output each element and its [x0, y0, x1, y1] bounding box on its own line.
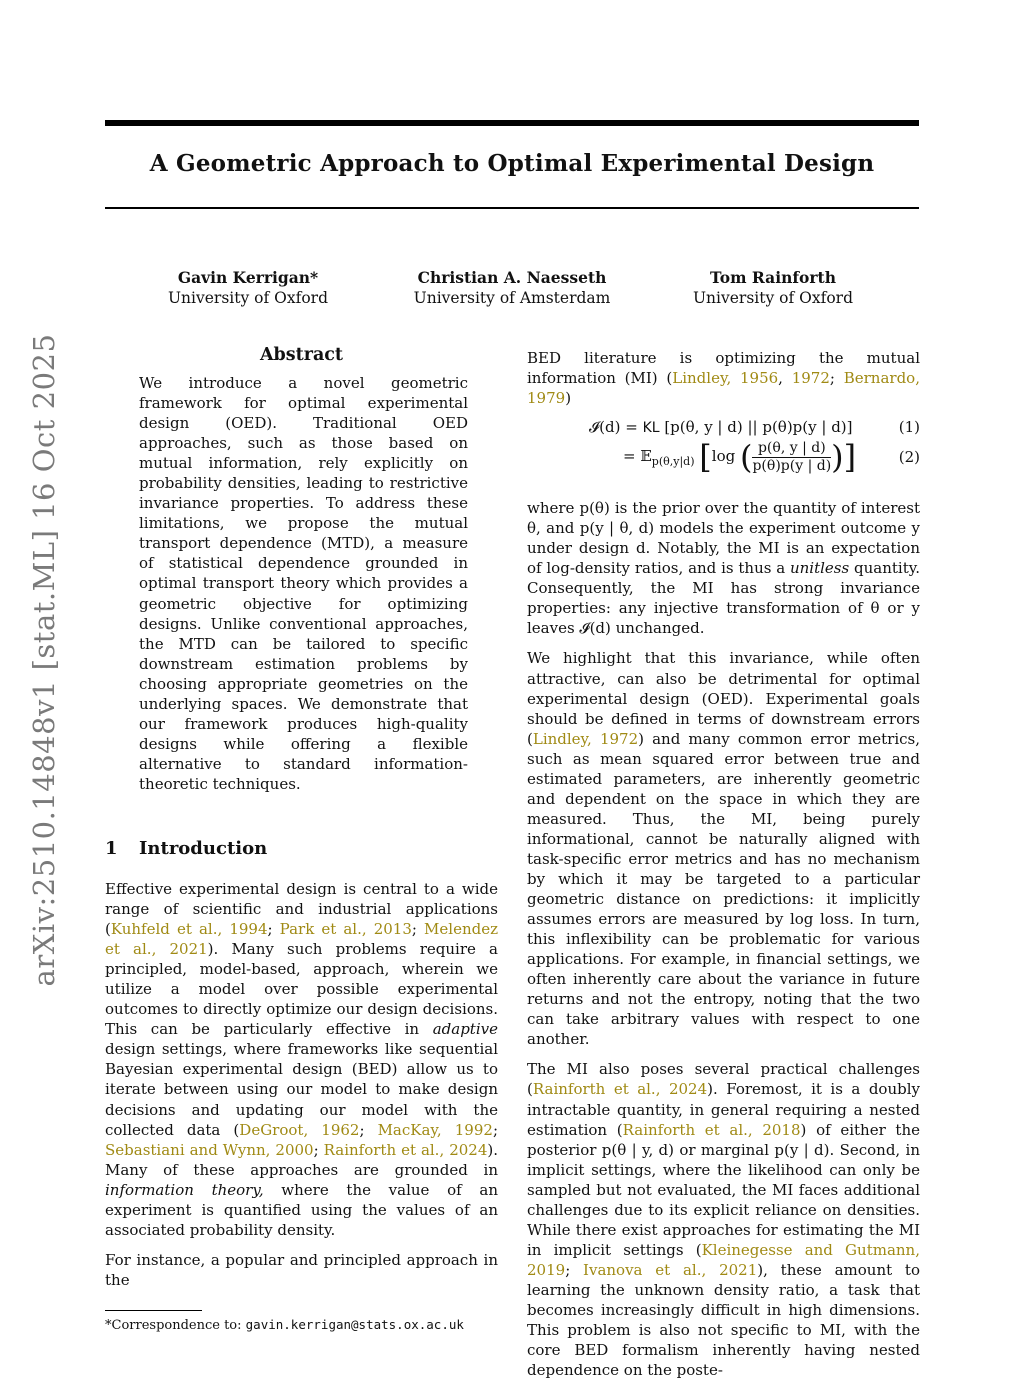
citation-link[interactable]: 1972 [791, 369, 830, 388]
author-2 [397, 268, 627, 308]
text-run: BED literature is optimizing the mutual information (MI) ( [527, 349, 920, 388]
footnote-label: *Correspondence to: [105, 1317, 246, 1333]
emphasis: adaptive [432, 1020, 498, 1039]
author-affiliation: University of Oxford [167, 289, 328, 307]
author-name: Gavin Kerrigan* [177, 268, 319, 287]
text-run: where p(θ) is the prior over the quantity of interest θ, and p(y | θ, d) models the experiment outcome y under design d. Notably, the MI is an expectation of log-density ratios, and is thus a [527, 499, 920, 578]
citation-link[interactable]: Lindley, 1956 [672, 369, 779, 388]
left-column [105, 345, 498, 1333]
citation-link[interactable]: Rainforth et al., 2024 [532, 1080, 708, 1099]
citation-link[interactable]: Rainforth et al., 2018 [622, 1120, 801, 1139]
section-number: 1 [105, 837, 118, 859]
title-rule-top [105, 120, 919, 126]
paper-title: A Geometric Approach to Optimal Experimental Design [149, 150, 875, 177]
author-3 [678, 268, 868, 308]
text-run: ). Foremost, it is a doubly intractable quantity, in general requiring a nested estimation ( [527, 1080, 920, 1139]
author-name: Christian A. Naesseth [417, 268, 607, 287]
right-paragraph-1 [527, 498, 920, 638]
right-column [527, 348, 920, 1390]
citation-link[interactable]: DeGroot, 1962 [239, 1120, 360, 1139]
author-affiliation: University of Oxford [692, 289, 853, 307]
citation-link[interactable]: Lindley, 1972 [532, 729, 639, 748]
right-paragraph-0: BED literature is optimizing the mutual information (MI) (Lindley, 1956, 1972; Bernardo, 1979) [527, 349, 920, 408]
text-run: ). Many such problems require a principled, model-based, approach, wherein we utilize a model over possible experimental outcomes to directly optimize our design decisions. This can be particularly effective in [105, 940, 498, 1039]
equation-block [527, 418, 920, 488]
text-run: ), these amount to learning the unknown density ratio, a task that becomes increasingly difficult in high dimensions. This problem is also not specific to MI, with the core BED formalism inherently having nested dependence on the poste- [527, 1260, 920, 1380]
citation-link[interactable]: MacKay, 1992 [377, 1120, 493, 1139]
citation-link[interactable]: Kleinegesse and Gutmann, 2019 [527, 1240, 920, 1279]
citation-link[interactable]: Rainforth et al., 2024 [323, 1140, 488, 1159]
emphasis: unitless [789, 559, 850, 578]
abstract-heading: Abstract [259, 345, 344, 365]
correspondence-email[interactable]: gavin.kerrigan@stats.ox.ac.uk [245, 1316, 464, 1332]
equation-1: 𝓘(d) = KL [p(θ, y | d) || p(θ)p(y | d)] [589, 418, 853, 437]
citation-link[interactable]: Ivanova et al., 2021 [583, 1260, 758, 1279]
right-paragraph-2 [527, 648, 920, 1049]
section-heading-introduction [105, 838, 498, 859]
emphasis: information theory, [105, 1180, 264, 1199]
citation-link[interactable]: Melendez et al., 2021 [105, 920, 498, 959]
author-1 [153, 268, 343, 308]
citation-link[interactable]: Bernardo, 1979 [527, 369, 920, 408]
author-name: Tom Rainforth [710, 268, 836, 287]
text-run: ). Many of these approaches are grounded in [105, 1140, 499, 1179]
equation-2: = 𝔼$_{p(\theta,y|d)}$ [log ($\frac{p(\theta, y | d)}{p(\theta)p(y | d)}$ )] [623, 438, 857, 477]
text-run: We highlight that this invariance, while often attractive, can also be detrimental for optimal experimental design (OED). Experimental goals should be defined in terms of downstream errors ( [527, 649, 920, 748]
text-run: ) [565, 389, 572, 408]
equation-number-1: (1) [898, 418, 920, 437]
text-run: where the value of an experiment is quantified using the values of an associated probability density. [105, 1180, 498, 1239]
section-title-text: Introduction [139, 837, 268, 859]
citation-link[interactable]: Kuhfeld et al., 1994 [110, 920, 268, 939]
equation-number-2: (2) [898, 448, 920, 467]
citation-link[interactable]: Park et al., 2013 [279, 920, 412, 939]
intro-paragraph-1: Effective experimental design is central to a wide range of scientific and industrial applications (Kuhfeld et al., 1994; Park et al., 2013; Melendez et al., 2021). Many such problems require a principled, model-based, approach, wherein we utilize a model over possible experimental outcomes to directly optimize our design decisions. This can be particularly effective in adaptive design settings, where frameworks like sequential Bayesian experimental design (BED) allow us to iterate between using our model to make design decisions and updating our model with the collected data (DeGroot, 1962; MacKay, 1992; Sebastiani and Wynn, 2000; Rainforth et al., 2024). Many of these approaches are grounded in information theory, where the value of an experiment is quantified using the values of an associated probability density. [105, 879, 499, 1239]
text-run: design settings, where frameworks like sequential Bayesian experimental design (BED) allow us to iterate between using our model to make design decisions and updating our model with the collected data ( [105, 1040, 498, 1139]
citation-link[interactable]: Sebastiani and Wynn, 2000 [105, 1140, 314, 1159]
intro-paragraph-2: For instance, a popular and principled approach in the [105, 1250, 498, 1289]
title-rule-bottom [105, 207, 919, 209]
footnote-rule [105, 1310, 202, 1311]
arxiv-identifier: arXiv:2510.14848v1 [stat.ML] 16 Oct 2025 [27, 333, 61, 987]
text-run: Effective experimental design is central to a wide range of scientific and industrial applications ( [105, 879, 498, 939]
author-affiliation: University of Amsterdam [413, 289, 611, 307]
right-paragraph-3: The MI also poses several practical challenges (Rainforth et al., 2024). Foremost, it is a doubly intractable quantity, in general requiring a nested estimation (Rainforth et al., 2018) of either the posterior p(θ | y, d) or marginal p(y | d). Second, in implicit settings, where the likelihood can only be sampled but not evaluated, the MI faces additional challenges due to its explicit reliance on densities. While there exist approaches for estimating the MI in implicit settings (Kleinegesse and Gutmann, 2019; Ivanova et al., 2021), these amount to learning the unknown density ratio, a task that becomes increasingly difficult in high dimensions. This problem is also not specific to MI, with the core BED formalism inherently having nested dependence on the poste- [527, 1060, 920, 1380]
text-run: The MI also poses several practical challenges ( [527, 1060, 920, 1099]
text-run: ) and many common error metrics, such as mean squared error between true and estimated parameters, are inherently geometric and dependent on the space in which they are measured. Thus, the MI, being purely informational, cannot be naturally aligned with task-specific error metrics and has no mechanism by which it may be targeted to a particular geometric distance on predictions: it implicitly assumes errors are measured by log loss. In turn, this inflexibility can be problematic for various applications. For example, in financial settings, we often inherently care about the variance in future returns and not the entropy, noting that the two can take arbitrary values with respect to one another. [527, 729, 920, 1049]
abstract-text: We introduce a novel geometric framework for optimal experimental design (OED). Traditional OED approaches, such as those based on mutual information, rely explicitly on probability densities, leading to restrictive invariance properties. To address these limitations, we propose the mutual transport dependence (MTD), a measure of statistical dependence grounded in optimal transport theory which provides a geometric objective for optimizing designs. Unlike conventional approaches, the MTD can be tailored to specific downstream estimation problems by choosing appropriate geometries on the underlying spaces. We demonstrate that our framework produces high-quality designs while offering a flexible alternative to standard information-theoretic techniques. [139, 374, 468, 793]
text-run: ) of either the posterior p(θ | y, d) or marginal p(y | d). Second, in implicit settings, where the likelihood can only be sampled but not evaluated, the MI faces additional challenges due to its explicit reliance on densities. While there exist approaches for estimating the MI in implicit settings ( [527, 1120, 920, 1259]
text-run: quantity. Consequently, the MI has strong invariance properties: any injective transformation of θ or y leaves 𝓘(d) unchanged. [527, 559, 920, 638]
